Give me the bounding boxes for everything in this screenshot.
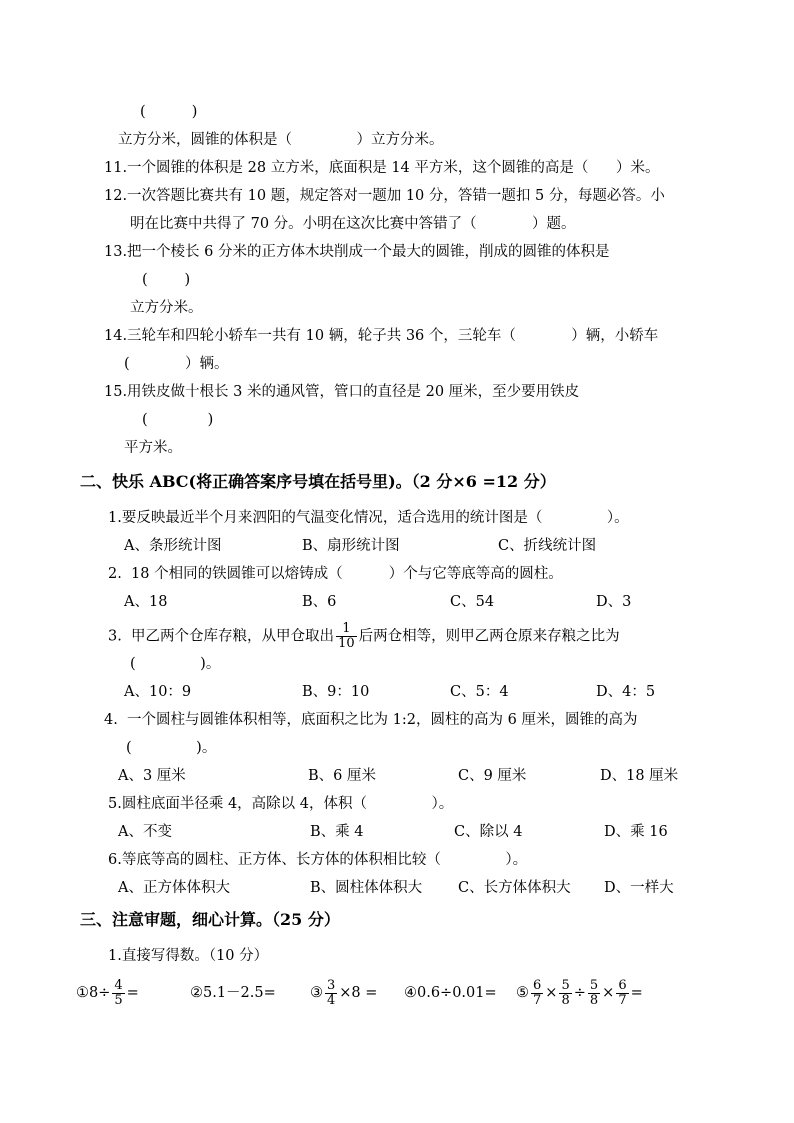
- s3-e5-denominator-4: 7: [618, 992, 627, 1008]
- s2-question-4-blank: ( )。: [126, 740, 217, 756]
- s2-q3-text-a: 3. 甲乙两个仓库存粮，从甲仓取出: [108, 628, 335, 645]
- s3-expression-3: [310, 976, 377, 1010]
- s2-question-6: 6.等底等高的圆柱、正方体、长方体的体积相比较（ ）。: [108, 852, 528, 868]
- s2-q5-option-c: C、除以 4: [454, 824, 523, 840]
- question-15-line1: 15.用铁皮做十根长 3 米的通风管，管口的直径是 20 厘米，至少要用铁皮: [104, 384, 580, 400]
- s2-q6-option-c: C、长方体体积大: [458, 880, 571, 896]
- s2-q5-option-a: A、不变: [118, 824, 172, 840]
- s3-e3-numerator: 3: [327, 977, 336, 993]
- s2-q5-option-d: D、乘 16: [604, 824, 668, 840]
- s2-q6-option-b: B、圆柱体体积大: [310, 880, 423, 896]
- s2-question-4-line1: 4. 一个圆柱与圆锥体积相等，底面积之比为 1:2，圆柱的高为 6 厘米，圆锥的高为: [104, 712, 638, 728]
- s2-q1-option-a: A、条形统计图: [124, 538, 222, 554]
- s3-expression-4: ④0.6÷0.01=: [404, 985, 497, 1001]
- s2-q1-option-b: B、扇形统计图: [302, 538, 400, 554]
- s2-q2-option-a: A、18: [124, 594, 168, 610]
- question-12-line1: 12.一次答题比赛共有 10 题，规定答对一题加 10 分，答错一题扣 5 分，每题必答。小: [104, 188, 665, 204]
- s3-e5-numerator-3: 5: [589, 977, 599, 993]
- s3-expression-5: [516, 976, 643, 1010]
- s2-q4-option-d: D、18 厘米: [600, 768, 679, 784]
- s3-e3-denominator: 4: [327, 992, 336, 1008]
- s3-e5-numerator-4: 6: [618, 977, 627, 993]
- s3-e5-operator-1: ×: [545, 985, 558, 1001]
- s2-q3-fraction: [336, 622, 357, 651]
- s3-e5-fraction-3: [588, 979, 600, 1008]
- s2-q3-option-d: D、4：5: [596, 684, 656, 700]
- s3-e5-numerator-1: 6: [533, 977, 542, 993]
- question-14-line2: ( ）辆。: [124, 356, 229, 372]
- s3-e5-label: ⑤: [516, 985, 529, 1001]
- s3-e5-operator-2: ÷: [573, 985, 586, 1001]
- s2-question-3-blank: ( )。: [130, 656, 221, 672]
- s2-q6-option-d: D、一样大: [604, 880, 674, 896]
- s2-q4-option-a: A、3 厘米: [118, 768, 186, 784]
- s3-e3-label: ③: [310, 985, 323, 1001]
- s3-e5-denominator-3: 8: [589, 992, 599, 1008]
- s2-question-3-line1: [108, 622, 620, 651]
- s2-q3-option-c: C、5：4: [450, 684, 509, 700]
- s3-expression-1: [76, 976, 139, 1010]
- s2-q1-option-c: C、折线统计图: [498, 538, 597, 554]
- s3-e5-denominator-1: 7: [533, 992, 542, 1008]
- s2-q4-option-b: B、6 厘米: [308, 768, 376, 784]
- s3-e5-fraction-2: [559, 979, 571, 1008]
- s3-e5-numerator-2: 5: [561, 977, 570, 993]
- s2-question-5: 5.圆柱底面半径乘 4，高除以 4，体积（ ）。: [108, 796, 454, 812]
- s3-expression-2: ②5.1－2.5=: [190, 985, 276, 1001]
- s3-e3-rest: ×8 =: [339, 985, 378, 1001]
- s3-e5-equals: =: [630, 985, 643, 1001]
- s2-q4-option-c: C、9 厘米: [458, 768, 527, 784]
- s2-q5-option-b: B、乘 4: [310, 824, 364, 840]
- question-13-line1: 13.把一个棱长 6 分米的正方体木块削成一个最大的圆锥，削成的圆锥的体积是: [104, 244, 610, 260]
- section-2-title: 二、快乐 ABC(将正确答案序号填在括号里)。（2 分×6 =12 分）: [80, 472, 556, 491]
- s3-e5-denominator-2: 8: [561, 992, 570, 1008]
- s3-e1-fraction: [112, 979, 124, 1008]
- s2-q2-option-b: B、6: [302, 594, 337, 610]
- s3-e5-operator-3: ×: [602, 985, 615, 1001]
- s2-question-2: 2. 18 个相同的铁圆锥可以熔铸成（ ）个与它等底等高的圆柱。: [108, 566, 563, 582]
- question-11: 11.一个圆锥的体积是 28 立方米，底面积是 14 平方米，这个圆锥的高是（ ）米。: [104, 160, 660, 176]
- s3-e1-numerator: 4: [114, 977, 123, 993]
- s2-q3-option-b: B、9：10: [302, 684, 370, 700]
- question-12-line2: 明在比赛中共得了 70 分。小明在这次比赛中答错了（ ）题。: [130, 216, 576, 232]
- question-15-blank: ( ): [142, 412, 214, 428]
- fill-line: 立方分米，圆锥的体积是（ ）立方分米。: [118, 132, 444, 148]
- s3-e5-fraction-1: [531, 979, 543, 1008]
- s2-q2-option-d: D、3: [596, 594, 632, 610]
- s3-e3-fraction: [325, 979, 337, 1008]
- question-15-line3: 平方米。: [124, 440, 182, 456]
- s2-q3-option-a: A、10：9: [124, 684, 192, 700]
- s2-q3-text-b: 后两仓相等，则甲乙两仓原来存粮之比为: [358, 628, 620, 645]
- s2-q3-numerator: 1: [336, 622, 357, 637]
- s3-subsection-1: 1.直接写得数。（10 分）: [108, 948, 269, 964]
- s3-e5-fraction-4: [616, 979, 628, 1008]
- s2-q2-option-c: C、54: [450, 594, 495, 610]
- section-3-title: 三、注意审题，细心计算。（25 分）: [80, 910, 340, 929]
- fill-blank-line: ( ): [140, 104, 198, 120]
- question-14-line1: 14.三轮车和四轮小轿车一共有 10 辆，轮子共 36 个，三轮车（ ）辆，小轿车: [104, 328, 659, 344]
- s3-e1-equals: =: [126, 985, 139, 1001]
- s2-q6-option-a: A、正方体体积大: [118, 880, 230, 896]
- s2-q3-denominator: 10: [338, 636, 355, 651]
- s3-e1-text: ①8÷: [76, 985, 111, 1001]
- question-13-blank: ( ): [142, 272, 191, 288]
- question-13-line3: 立方分米。: [130, 300, 203, 316]
- s3-e1-denominator: 5: [114, 992, 123, 1008]
- s2-question-1: 1.要反映最近半个月来泗阳的气温变化情况，适合选用的统计图是（ ）。: [108, 510, 629, 526]
